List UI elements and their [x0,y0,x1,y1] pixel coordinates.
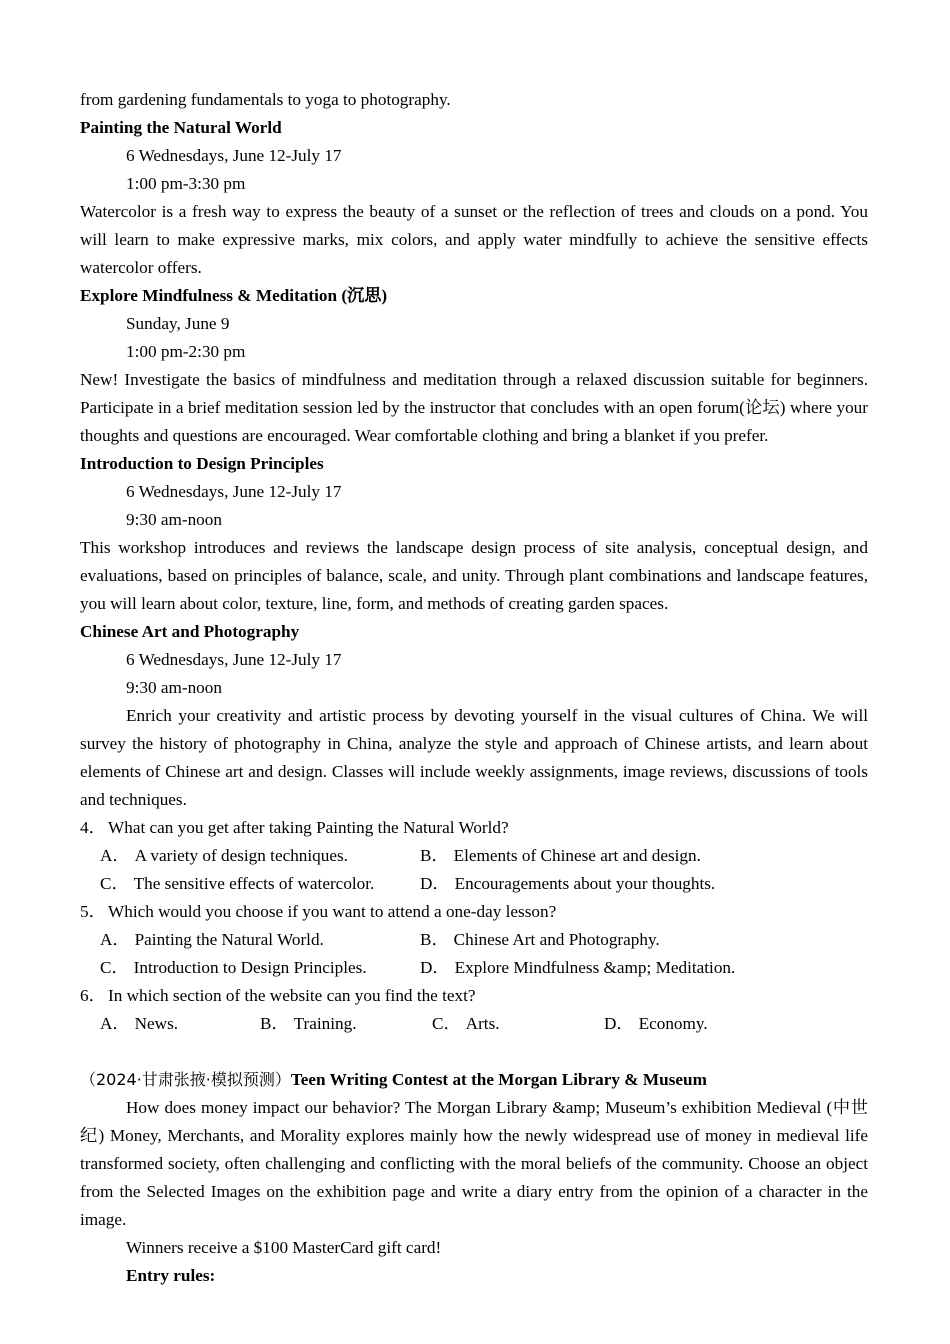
course-heading-chinese-art: Chinese Art and Photography [80,622,300,641]
lead-line: from gardening fundamentals to yoga to photography. [80,90,451,109]
course-dates-painting: 6 Wednesdays, June 12-July 17 [126,146,342,165]
course-heading-design: Introduction to Design Principles [80,454,324,473]
course-dates-chinese-art: 6 Wednesdays, June 12-July 17 [126,650,342,669]
option-text: Chinese Art and Photography. [453,930,660,949]
option-letter: B． [260,1014,289,1033]
course-description-chinese-art: Enrich your creativity and artistic process by devoting yourself in the visual cultures of China. We will survey the history of photography in China, analyze the style and approach of Chinese artists, and learn about elements of Chinese art and design. Classes will include weekly assignments, image reviews, discussions of tools and techniques. [80,706,868,809]
option-letter: C． [100,958,129,977]
option-letter: A． [100,930,130,949]
question-4-text: What can you get after taking Painting the Natural World? [108,818,509,837]
option-text: The sensitive effects of watercolor. [133,874,375,893]
document-body [80,86,868,1290]
option-letter: D． [420,874,450,893]
question-4-number: 4． [80,818,106,837]
option-letter: D． [420,958,450,977]
question-6-option-d[interactable] [604,1010,764,1038]
course-dates-mindfulness: Sunday, June 9 [126,314,230,333]
question-5-option-b[interactable] [420,926,740,954]
question-5-option-d[interactable] [420,954,740,982]
question-5-options-row-1 [80,926,868,954]
question-4-option-b[interactable] [420,842,740,870]
passage-2-source-tag: （2024·甘肃张掖·模拟预测） [80,1070,291,1089]
question-6-stem [80,982,868,1010]
option-text: A variety of design techniques. [134,846,348,865]
option-text: Encouragements about your thoughts. [454,874,716,893]
option-letter: C． [100,874,129,893]
passage-2-paragraph: How does money impact our behavior? The Morgan Library &amp; Museum’s exhibition Medieval (中世纪) Money, Merchants, and Morality explores mainly how the newly widespread use of money in medieval life transformed society, often challenging and conflicting with the moral beliefs of the community. Choose an object from the Selected Images on the exhibition page and write a diary entry from the opinion of a character in the image. [80,1098,868,1229]
question-4-stem [80,814,868,842]
option-letter: A． [100,1014,130,1033]
question-4-options-row-2 [80,870,868,898]
option-text: Elements of Chinese art and design. [453,846,701,865]
course-time-mindfulness: 1:00 pm-2:30 pm [126,342,246,361]
question-5-number: 5． [80,902,106,921]
question-5-options-row-2 [80,954,868,982]
passage-2-prize-line: Winners receive a $100 MasterCard gift card! [126,1238,442,1257]
option-letter: B． [420,846,449,865]
option-text: Economy. [638,1014,708,1033]
course-heading-mindfulness: Explore Mindfulness & Meditation (沉思) [80,286,388,305]
course-time-design: 9:30 am-noon [126,510,222,529]
passage-2-title-line [80,1066,868,1094]
question-5-option-a[interactable] [100,926,420,954]
option-letter: D． [604,1014,634,1033]
course-time-chinese-art: 9:30 am-noon [126,678,222,697]
option-letter: A． [100,846,130,865]
question-5-stem [80,898,868,926]
option-text: Training. [293,1014,357,1033]
option-text: Explore Mindfulness &amp; Meditation. [454,958,736,977]
question-5-text: Which would you choose if you want to attend a one-day lesson? [108,902,557,921]
question-4-option-c[interactable] [100,870,420,898]
course-description-mindfulness: New! Investigate the basics of mindfulness and meditation through a relaxed discussion suitable for beginners. Participate in a brief meditation session led by the instructor that concludes with an open forum(论坛) where your thoughts and questions are encouraged. Wear comfortable clothing and bring a blanket if you prefer. [80,370,868,445]
course-time-painting: 1:00 pm-3:30 pm [126,174,246,193]
option-text: Arts. [465,1014,500,1033]
passage-2-title: Teen Writing Contest at the Morgan Library & Museum [290,1070,707,1089]
option-letter: B． [420,930,449,949]
question-4-options-row-1 [80,842,868,870]
option-letter: C． [432,1014,461,1033]
question-5-option-c[interactable] [100,954,420,982]
question-6-text: In which section of the website can you find the text? [108,986,476,1005]
course-description-painting: Watercolor is a fresh way to express the beauty of a sunset or the reflection of trees and clouds on a pond. You will learn to make expressive marks, mix colors, and apply water mindfully to achieve the sensitive effects watercolor offers. [80,202,868,277]
question-6-number: 6． [80,986,106,1005]
option-text: News. [134,1014,179,1033]
section-spacer [80,1038,868,1066]
passage-2-rules-heading: Entry rules: [126,1266,216,1285]
question-4-option-a[interactable] [100,842,420,870]
option-text: Introduction to Design Principles. [133,958,367,977]
course-dates-design: 6 Wednesdays, June 12-July 17 [126,482,342,501]
question-6-options-row [80,1010,868,1038]
course-heading-painting: Painting the Natural World [80,118,282,137]
option-text: Painting the Natural World. [134,930,324,949]
question-6-option-b[interactable] [260,1010,432,1038]
question-4-option-d[interactable] [420,870,740,898]
question-6-option-a[interactable] [100,1010,260,1038]
course-description-design: This workshop introduces and reviews the landscape design process of site analysis, conceptual design, and evaluations, based on principles of balance, scale, and unity. Through plant combinations and landscape features, you will learn about color, texture, line, form, and methods of creating garden spaces. [80,538,868,613]
question-6-option-c[interactable] [432,1010,604,1038]
